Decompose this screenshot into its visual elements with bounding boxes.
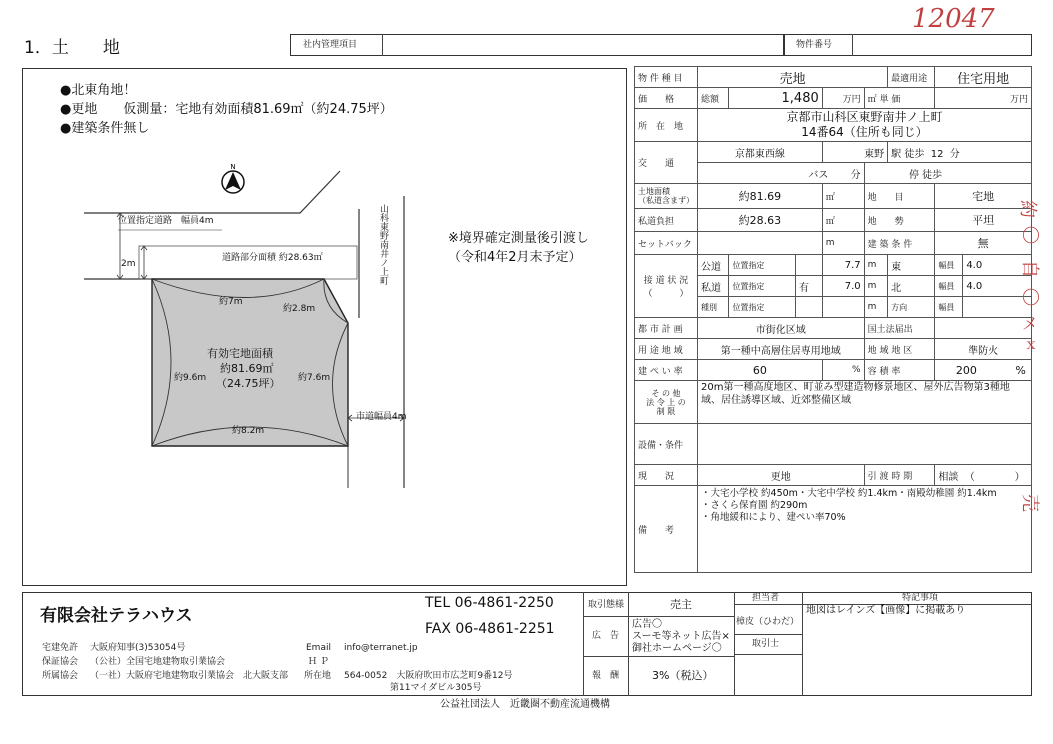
status-label: 現 況 [635,465,698,486]
land-area: 約81.69 [698,184,823,209]
assoc: （一社）大阪府宅地建物取引業協会 北大阪支部 [90,671,289,681]
company-tel: TEL 06-4861-2250 [425,595,554,611]
dim-bottom: 約8.2m [232,426,265,436]
lot-center-tsubo: （24.75坪） [216,377,281,390]
lot-center-title: 有効宅地面積 [207,347,273,360]
margin-note-6: ｘ [1024,337,1038,353]
private-road-label: 私道負担 [635,209,698,232]
mgmt-box [290,34,784,56]
company-fax: FAX 06-4861-2251 [425,621,555,637]
traffic-label: 交 通 [635,142,698,184]
guarantee-label: 保証協会 [42,657,79,667]
far: 200 % [935,360,1032,381]
location-building: 第11マイダビル305号 [390,683,482,693]
ad-line3: 御社ホームページ〇 [632,643,722,654]
special-note: 地図はレインズ【画像】に掲載あり [806,605,966,616]
svg-text:N: N [230,163,236,171]
road2-width: 4.0 [963,276,1032,297]
remark-nursery: ・さくら保育園 約290m [701,500,808,511]
zoning: 第一種中高層住居専用地域 [698,339,865,360]
road1-len-unit: m [864,255,888,276]
best-use: 住宅用地 [935,67,1032,88]
district: 準防火 [935,339,1032,360]
delivery-label: 引 渡 時 期 [864,465,935,486]
terrain-label: 地 勢 [864,209,935,232]
type-label: 物 件 種 目 [635,67,698,88]
lot-center-area: 約81.69㎡ [220,362,274,375]
email-label: Email [306,643,331,653]
use-label: 最適用途 [888,67,935,88]
margin-note-7: 売 [1019,494,1040,512]
staff-label: 担当者 [752,593,780,603]
bus-info [698,163,865,184]
road2-pos: 位置指定 [729,276,796,297]
status: 更地 [698,465,865,486]
zoning-label: 用 途 地 域 [635,339,698,360]
road1-direction: 東 [888,255,935,276]
bcr: 60 [698,360,823,381]
property-no-label: 物件番号 [796,40,833,50]
walk-info [888,142,1032,163]
ad-label: 広 告 [592,631,620,641]
margin-note-4: 〇 [1022,288,1040,309]
road2-yu: 有 [795,276,822,297]
total-label: 総額 [698,88,729,109]
city-road-label: 市道幅員4m [356,412,407,422]
location: 564-0052 大阪府吹田市広芝町9番12号 [344,671,513,681]
line-name: 京都東西線 [698,142,823,163]
company-name: 有限会社テラハウス [40,606,193,626]
road3-width-label: 幅員 [935,297,963,318]
road1-kind: 公道 [698,255,729,276]
bus-min-unit: 分 [850,169,861,181]
site-plan [22,68,627,586]
assoc-label: 所属協会 [42,671,79,681]
bullet-corner: ●北東角地！ [60,83,137,98]
kentori-label: 取引士 [752,639,780,649]
address [698,109,1032,142]
road2-width-label: 幅員 [935,276,963,297]
address-line1: 京都市山科区東野南井ノ上町 [786,110,943,124]
margin-note-1: 約 [1017,200,1038,218]
note-date: （令和4年2月末予定） [448,250,582,265]
dim-corner: 約2.8m [283,304,316,314]
bus-label: バス [808,169,829,181]
road3-len-unit: m [864,297,888,318]
unit-price-label: ㎡ 単 価 [864,88,935,109]
price-label: 価 格 [635,88,698,109]
note-survey: ※境界確定測量後引渡し [448,231,589,246]
building-cond: 無 [935,232,1032,255]
other-label: そ の 他 法 令 上 の 制 限 [635,381,698,424]
road2-length: 7.0 [822,276,864,297]
unit-price-unit: 万円 [935,88,1032,109]
location-label: 所在地 [304,671,332,681]
land-area-label: 土地面積 （私道含まず） [635,184,698,209]
facility-label: 設備・条件 [635,424,698,465]
price-value: 1,480 [729,88,822,109]
delivery: 相談 （ ） [935,465,1032,486]
address-label: 所 在 地 [635,109,698,142]
road2-direction: 北 [888,276,935,297]
remarks [698,486,1032,573]
license-label: 宅建免許 [42,643,79,653]
far-label: 容 積 率 [864,360,935,381]
station-name: 東野 [822,142,887,163]
deal-label: 取引態様 [588,600,625,610]
road1-pos: 位置指定 [729,255,796,276]
staff: 樟皮（ひわだ） [736,617,800,627]
fee: 3%（税込） [652,669,714,682]
land-law-label: 国土法届出 [864,318,935,339]
remarks-label: 備 考 [635,486,698,573]
min-unit: 分 [949,148,960,160]
chimoku: 宅地 [935,184,1032,209]
spec-table [634,66,1032,573]
road1-width-label: 幅員 [935,255,963,276]
access-label: 接 道 状 況 （ ） [635,255,698,318]
other-restrictions: 20m第一種高度地区、町並み型建造物修景地区、屋外広告物第3種地域、居住誘導区域、近郊整備区域 [698,381,1032,424]
bullet-condition: ●建築条件無し [60,121,150,136]
station-suffix: 駅 [891,148,902,160]
road3-kind-label: 種別 [698,297,729,318]
bcr-label: 建 ぺ い 率 [635,360,698,381]
stop-info [864,163,1031,184]
margin-note-2: 〇 [1022,226,1040,247]
district-label: 地 域 地 区 [864,339,935,360]
road3-pos: 位置指定 [729,297,796,318]
remark-school: ・大宅小学校 約450m・大宅中学校 約1.4km・南殿幼稚園 約1.4km [701,488,997,499]
guarantee: （公社）全国宅地建物取引業協会 [90,657,226,667]
setback-unit: m [822,232,864,255]
section-title: 1．土 地 [24,38,120,58]
walk-label: 徒歩 [904,148,925,160]
deal-type: 売主 [670,598,692,611]
hp-label: Ｈ Ｐ [308,657,329,667]
road-top-label: 位置指定道路 幅員4m [118,216,214,226]
private-road-unit: ㎡ [822,209,864,232]
stop-walk-label: 徒歩 [922,169,943,181]
special-label: 特記事項 [902,593,939,603]
road3-dir-label: 方向 [888,297,935,318]
margin-note-5: メ [1022,314,1039,333]
ad-line2: スーモ等ネット広告× [632,631,730,642]
price-unit: 万円 [822,88,864,109]
dim-left: 約9.6m [174,373,207,383]
city-plan-label: 都 市 計 画 [635,318,698,339]
setback-dim: 2m [121,259,136,269]
private-road: 約28.63 [698,209,823,232]
remark-bcr: ・角地緩和により、建ぺい率70% [701,512,846,523]
margin-note-3: 自 [1019,260,1040,278]
dim-right: 約7.6m [298,373,331,383]
bcr-unit: % [822,360,864,381]
building-cond-label: 建 築 条 件 [864,232,935,255]
road1-length: 7.7 [822,255,864,276]
property-type: 売地 [698,67,888,88]
bullet-vacant: ●更地 仮測量：宅地有効面積81.69㎡（約24.75坪） [60,102,393,117]
terrain: 平坦 [935,209,1032,232]
road2-kind: 私道 [698,276,729,297]
address-line2: 14番64（住所も同じ） [801,125,928,139]
land-area-unit: ㎡ [822,184,864,209]
road1-width: 4.0 [963,255,1032,276]
fee-label: 報 酬 [592,671,620,681]
road2-len-unit: m [864,276,888,297]
footer-org: 公益社団法人 近畿圏不動産流通機構 [440,699,610,710]
dim-top: 約7m [219,297,243,307]
stop-label: 停 [908,169,919,181]
north-arrow-icon [222,171,244,193]
setback-label: セットバック [635,232,698,255]
handwritten-number: 12047 [912,4,995,34]
road-area-label: 道路部分面積 約28.63㎡ [222,253,323,263]
email[interactable]: info@terranet.jp [344,643,418,653]
chimoku-label: 地 目 [864,184,935,209]
mgmt-label: 社内管理項目 [303,40,358,50]
ad-line1: 広告〇 [632,619,662,630]
road-right-label: 山科東野南井ノ上町 [378,204,388,285]
license: 大阪府知事(3)53054号 [90,643,186,653]
walk-minutes: 12 [930,148,944,160]
city-plan: 市街化区域 [698,318,865,339]
